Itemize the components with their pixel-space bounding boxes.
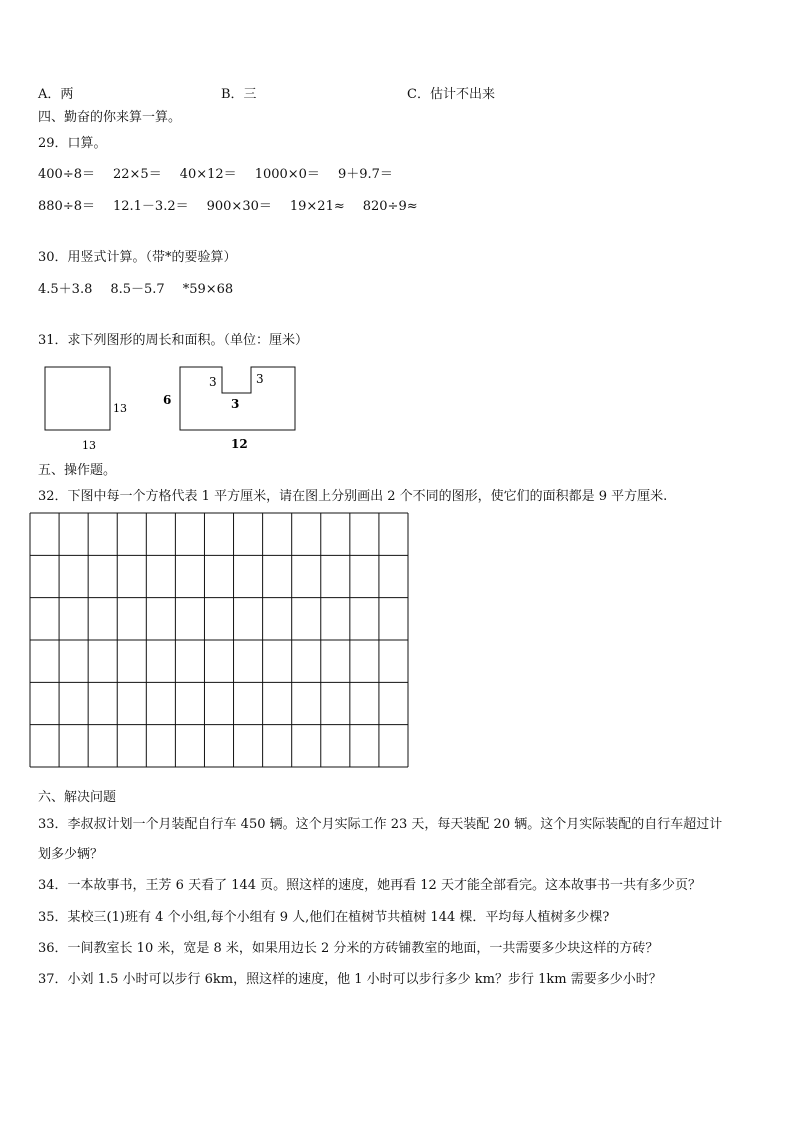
shape-bottom-label: 12 (231, 437, 248, 451)
q30-item: *59×68 (182, 282, 234, 297)
option-c: C．估计不出来 (407, 87, 495, 102)
q33-line-1: 33．李叔叔计划一个月装配自行车 450 辆。这个月实际工作 23 天，每天装配 20 辆。这个月实际装配的自行车超过计 (38, 817, 723, 832)
q29-item: 40×12＝ (179, 167, 237, 182)
q29-item: 820÷9≈ (362, 199, 418, 214)
q33-line-2: 划多少辆？ (38, 847, 104, 862)
notch-left-label: 3 (209, 375, 217, 389)
q34-text: 34．一本故事书，王芳 6 天看了 144 页。照这样的速度，她再看 12 天才能全部看完。这本故事书一共有多少页？ (38, 878, 701, 893)
q29-item: 880÷8＝ (38, 199, 95, 214)
q29-row-2 (38, 199, 436, 215)
q29-title: 29．口算。 (38, 136, 107, 151)
square-grid[interactable] (29, 512, 409, 768)
notch-bottom-label: 3 (231, 397, 240, 411)
option-a: A．两 (38, 87, 74, 102)
q30-items (38, 282, 251, 298)
section-4-title: 四、勤奋的你来算一算。 (38, 110, 182, 125)
q32-title: 32．下图中每一个方格代表 1 平方厘米，请在图上分别画出 2 个不同的图形，使它们的面积都是 9 平方厘米. (38, 489, 668, 504)
shape-left-label: 6 (163, 393, 172, 407)
q29-item: 19×21≈ (289, 199, 345, 214)
square-side-label: 13 (113, 402, 127, 415)
q29-item: 400÷8＝ (38, 167, 95, 182)
q31-title: 31．求下列图形的周长和面积。（单位：厘米） (38, 333, 309, 348)
q35-text: 35．某校三(1)班有 4 个小组,每个小组有 9 人,他们在植树节共植树 144 棵．平均每人植树多少棵? (38, 910, 610, 925)
square-bottom-label: 13 (82, 439, 96, 452)
q36-text: 36．一间教室长 10 米，宽是 8 米，如果用边长 2 分米的方砖铺教室的地面，一共需要多少块这样的方砖？ (38, 941, 659, 956)
q29-item: 12.1－3.2＝ (112, 199, 189, 214)
q29-row-1 (38, 167, 411, 183)
q31-figures (30, 360, 320, 455)
q29-item: 22×5＝ (112, 167, 162, 182)
q30-item: 4.5＋3.8 (38, 282, 93, 297)
q37-text: 37．小刘 1.5 小时可以步行 6km，照这样的速度，他 1 小时可以步行多少 km？步行 1km 需要多少小时？ (38, 972, 662, 987)
q29-item: 9＋9.7＝ (337, 167, 393, 182)
section-6-title: 六、解决问题 (38, 790, 117, 805)
q29-item: 1000×0＝ (254, 167, 320, 182)
q29-item: 900×30＝ (206, 199, 272, 214)
notch-right-label: 3 (256, 372, 264, 386)
q30-title: 30．用竖式计算。（带*的要验算） (38, 250, 237, 265)
section-5-title: 五、操作题。 (38, 463, 117, 478)
q30-item: 8.5－5.7 (110, 282, 165, 297)
square-shape (45, 367, 110, 430)
option-b: B．三 (221, 87, 257, 102)
